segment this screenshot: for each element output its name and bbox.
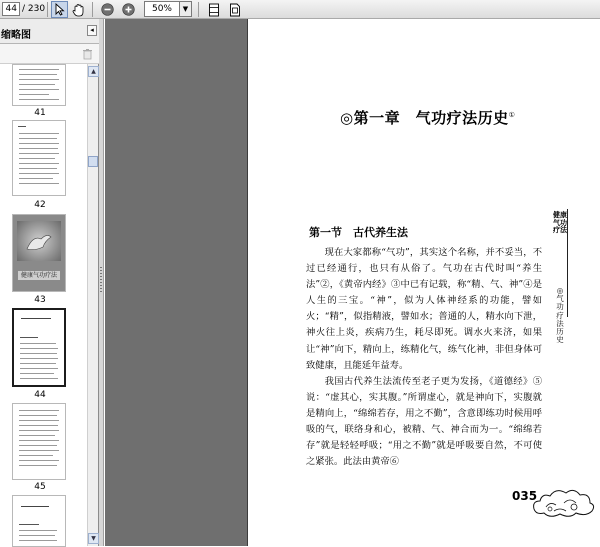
- toolbar-divider: [198, 2, 199, 17]
- cover-title: 健康气功疗法: [18, 271, 60, 280]
- scroll-down-button[interactable]: ▼: [88, 533, 99, 544]
- paragraph: 现在大家都称“气功”，其实这个名称，并不妥当，不过已经通行，也只有从俗了。气功在古代时叫“养生法”②，《黄帝内经》③中已有记载，称“精、气、神”④是人生的三宝。“神”，似为人体神经系的功能，譬如火；“精”，似指精液，譬如水；普通的人，精水向下泄，神火往上炎，疾病乃生，耗尽即死。调水火来济，如果让“神”向下，精向上，练精化气，练气化神，非但身体可致健康，且能延年益寿。: [306, 247, 542, 371]
- scrollbar-thumb[interactable]: [88, 156, 98, 167]
- page-total-label: / 230: [22, 4, 46, 14]
- toolbar: [0, 0, 600, 19]
- chapter-footnote: ①: [508, 111, 516, 119]
- scroll-up-button[interactable]: ▲: [88, 66, 99, 77]
- pane-toolbar: [0, 44, 99, 64]
- body-text: [306, 245, 542, 470]
- trash-icon[interactable]: [82, 48, 93, 60]
- thumbnails-scrollbar[interactable]: [87, 64, 98, 546]
- zoom-in-icon: [122, 3, 135, 16]
- page-thumbnail[interactable]: [12, 495, 66, 547]
- pane-splitter[interactable]: [99, 19, 104, 546]
- thumbnail-label: 41: [34, 108, 46, 118]
- zoom-level-input[interactable]: 50%: [144, 1, 180, 17]
- thumbnail-label: 45: [34, 482, 46, 492]
- hand-tool-button[interactable]: [70, 1, 87, 18]
- pane-title: 缩略图: [1, 30, 31, 41]
- fit-width-icon: [208, 3, 220, 17]
- thumbnail-label: 42: [34, 200, 46, 210]
- page-thumbnail[interactable]: [12, 403, 66, 480]
- thumbnail-label: 44: [34, 390, 46, 400]
- side-divider: [567, 209, 568, 317]
- toolbar-divider: [47, 2, 48, 17]
- select-tool-icon: [54, 3, 65, 16]
- fit-page-button[interactable]: [226, 1, 243, 18]
- document-canvas: [105, 19, 247, 546]
- page-thumbnail-selected[interactable]: [12, 308, 66, 387]
- document-page: [247, 19, 600, 546]
- cloud-ornament-icon: [530, 479, 596, 519]
- zoom-out-button[interactable]: [99, 1, 116, 18]
- toolbar-divider: [92, 2, 93, 17]
- hand-tool-icon: [72, 3, 85, 17]
- page-thumbnail[interactable]: [12, 120, 66, 196]
- pane-header: [0, 19, 99, 44]
- fit-page-icon: [229, 3, 241, 17]
- page-thumbnail[interactable]: [12, 64, 66, 106]
- zoom-dropdown-button[interactable]: ▼: [180, 1, 192, 17]
- page-number: 035: [512, 489, 538, 503]
- page-number-input[interactable]: 44: [2, 2, 20, 16]
- select-tool-button[interactable]: [51, 1, 68, 18]
- chapter-title: ◎第一章 气功疗法历史①: [340, 109, 516, 127]
- collapse-pane-button[interactable]: ◂: [87, 25, 97, 36]
- paragraph: 我国古代养生法流传至老子更为发扬，《道德经》⑤说：“虚其心，实其腹。”所谓虚心，就是神向下，实腹就是精向上，“绵绵若存，用之不勤”，含意即练功时候用呼吸的气，联络身和心，被精、气、神合而为一。“绵绵若存”就是轻轻呼吸；“用之不勤”就是呼吸要自然，不可使之紧张。此法由黄帝⑥: [306, 375, 542, 468]
- fit-width-button[interactable]: [205, 1, 222, 18]
- zoom-in-button[interactable]: [120, 1, 137, 18]
- thumbnails-pane: [0, 19, 99, 546]
- page-thumbnail[interactable]: [12, 214, 66, 292]
- section-title: 第一节 古代养生法: [309, 226, 408, 239]
- thumbnail-label: 43: [34, 295, 46, 305]
- side-book-tab: 健康气功疗法: [553, 210, 567, 234]
- zoom-out-icon: [101, 3, 114, 16]
- side-chapter-label: ◎气功疗法历史: [556, 286, 564, 345]
